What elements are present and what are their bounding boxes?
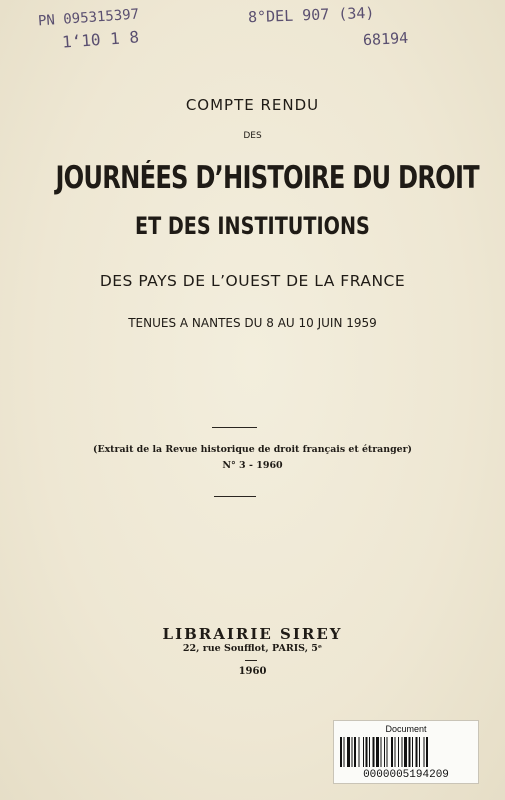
des-label: DES	[243, 131, 262, 141]
compte-rendu-heading: COMPTE RENDU	[185, 96, 320, 114]
sticker-number: 0000005194209	[363, 769, 449, 781]
handwritten-note: 1‘10 1 8	[61, 27, 140, 52]
library-barcode-sticker	[333, 720, 479, 784]
publication-year: 1960	[238, 666, 267, 677]
handwritten-number: 68194	[362, 28, 409, 50]
meeting-dates: TENUES A NANTES DU 8 AU 10 JUIN 1959	[128, 316, 377, 330]
handwritten-call-number: 8°DEL 907 (34)	[247, 3, 375, 27]
subtitle: DES PAYS DE L’OUEST DE LA FRANCE	[99, 272, 406, 290]
handwritten-shelfmark: PN 095315397	[37, 6, 140, 30]
publisher-dash	[245, 660, 257, 661]
main-title-line2: ET DES INSTITUTIONS	[134, 212, 370, 240]
sticker-label: Document	[385, 724, 427, 734]
publisher-name: LIBRAIRIE SIREY	[162, 625, 343, 643]
extract-note: (Extrait de la Revue historique de droit français et étranger)	[93, 444, 412, 455]
issue-number: N° 3 - 1960	[222, 460, 283, 471]
main-title-line1: JOURNÉES D’HISTOIRE DU DROIT	[55, 160, 479, 196]
divider-top	[212, 427, 257, 428]
divider-bottom	[214, 496, 256, 497]
barcode-icon	[340, 737, 472, 767]
publisher-address: 22, rue Soufflot, PARIS, 5ᵉ	[182, 643, 323, 654]
